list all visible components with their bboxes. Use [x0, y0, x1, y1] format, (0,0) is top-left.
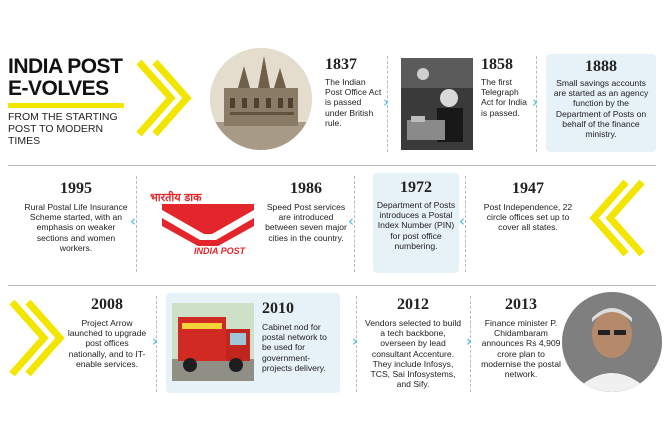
chevron-left-icon: ‹ — [459, 212, 465, 230]
title-underline — [8, 103, 124, 108]
building-icon — [210, 48, 312, 150]
telegraph-operator-photo — [401, 58, 473, 150]
big-chevron-left-icon — [588, 178, 646, 258]
event-year-1986: 1986 — [290, 180, 322, 197]
event-text-1986: Speed Post services are introduced between seven major cities in the country. — [265, 202, 347, 243]
divider — [354, 176, 355, 272]
envelope-logo-icon — [162, 204, 254, 246]
chevron-left-icon: ‹ — [130, 212, 136, 230]
event-text-2008: Project Arrow launched to upgrade post offices nationally, and to IT-enable services. — [67, 318, 147, 369]
chevron-right-icon: › — [383, 93, 389, 111]
page-title — [8, 56, 138, 100]
truck-icon — [172, 303, 254, 381]
divider — [136, 176, 137, 272]
minister-portrait-photo — [562, 292, 662, 392]
event-text-1995: Rural Postal Life Insurance Scheme started, with an emphasis on weaker sections and women workers. — [24, 202, 128, 253]
event-year-1888: 1888 — [585, 58, 617, 75]
event-text-1888: Small savings accounts are started as an agency function by the Department of Posts on behalf of the finance ministry. — [553, 78, 649, 140]
big-chevron-right-icon — [135, 58, 193, 138]
event-text-1837: The Indian Post Office Act is passed under British rule. — [325, 77, 382, 128]
title-line-1: INDIA POST — [8, 55, 123, 78]
telegraph-icon — [401, 58, 473, 150]
event-text-2013: Finance minister P. Chidambaram announces Rs 4,909 crore plan to modernise the postal network. — [481, 318, 561, 380]
chevron-left-icon: ‹ — [348, 212, 354, 230]
row-separator — [8, 285, 656, 286]
chevron-right-icon: › — [152, 332, 158, 350]
event-year-1837: 1837 — [325, 56, 357, 73]
title-line-2: E-VOLVES — [8, 77, 109, 100]
event-year-1995: 1995 — [60, 180, 92, 197]
event-year-2013: 2013 — [505, 296, 537, 313]
event-text-2012: Vendors selected to build a tech backbone, overseen by lead consultant Accenture. They include Infosys, TCS, Sai Infosystems, and Sify. — [364, 318, 462, 390]
event-text-2010: Cabinet nod for postal network to be used for government-projects delivery. — [262, 322, 327, 373]
event-year-2012: 2012 — [397, 296, 429, 313]
gpo-building-photo — [210, 48, 312, 150]
row-separator — [8, 165, 656, 166]
chevron-right-icon: › — [352, 332, 358, 350]
page-subtitle: FROM THE STARTING POST TO MODERN TIMES — [8, 111, 118, 147]
event-text-1947: Post Independence, 22 circle offices set up to cover all states. — [483, 202, 573, 233]
event-year-1858: 1858 — [481, 56, 513, 73]
chevron-right-icon: › — [532, 93, 538, 111]
event-text-1972: Department of Posts introduces a Postal Index Number (PIN) for post office numbering. — [376, 200, 456, 251]
event-text-1858: The first Telegraph Act for India is passed. — [481, 77, 527, 118]
india-post-logo — [150, 190, 262, 260]
logo-hindi-text: भारतीय डाक — [150, 191, 202, 204]
chevron-right-icon: › — [466, 332, 472, 350]
divider — [465, 176, 466, 272]
big-chevron-right-icon — [8, 298, 66, 378]
logo-english-text: INDIA POST — [194, 246, 246, 256]
person-icon — [562, 292, 662, 392]
event-year-1972: 1972 — [400, 179, 432, 196]
event-year-1947: 1947 — [512, 180, 544, 197]
event-year-2010: 2010 — [262, 300, 294, 317]
event-year-2008: 2008 — [91, 296, 123, 313]
postal-truck-photo — [172, 303, 254, 381]
